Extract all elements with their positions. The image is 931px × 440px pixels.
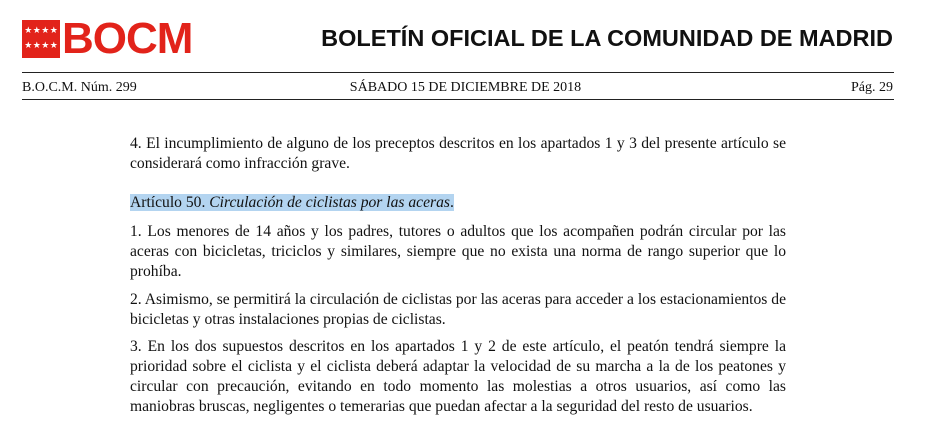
star-icon: ★: [24, 26, 33, 36]
star-icon: ★: [49, 41, 58, 51]
paragraph-3: 3. En los dos supuestos descritos en los apartados 1 y 2 de este artículo, el peatón tendrá siempre la prioridad sobre el ciclista y el ciclista deberá adaptar la velocidad de su marcha a la de los peatones y circular con precaución, evitando en todo momento las molestias a otros usuarios, así como las maniobras bruscas, negligentes o temerarias que puedan afectar a la seguridad del resto de usuarios.: [130, 338, 786, 415]
page-number: Pág. 29: [851, 80, 893, 95]
star-icon: ★: [32, 41, 41, 51]
logo-cm: CM: [126, 14, 193, 63]
star-icon: ★: [32, 26, 41, 36]
star-icon: ★: [41, 41, 50, 51]
star-icon: ★: [49, 26, 58, 36]
bocm-logo: [22, 14, 193, 63]
logo-bo: BO: [62, 14, 126, 63]
header-divider: [22, 72, 894, 73]
article-number: Artículo 50.: [130, 194, 206, 211]
madrid-flag-icon: [22, 20, 60, 58]
paragraph-4: 4. El incumplimiento de alguno de los preceptos descritos en los apartados 1 y 3 del presente artículo se considerará como infracción grave.: [130, 135, 786, 172]
article-title-period: .: [449, 194, 454, 211]
issue-date: SÁBADO 15 DE DICIEMBRE DE 2018: [349, 80, 582, 95]
star-icon: ★: [41, 26, 50, 36]
article-title: Circulación de ciclistas por las aceras: [209, 194, 450, 211]
article-heading: [130, 193, 454, 213]
star-icon: ★: [24, 41, 33, 51]
paragraph-1: 1. Los menores de 14 años y los padres, tutores o adultos que los acompañen podrán circular por las aceras con bicicletas, triciclos y similares, siempre que no exista una norma de rango superior que lo prohíba.: [130, 223, 786, 280]
publication-title: BOLETÍN OFICIAL DE LA COMUNIDAD DE MADRID: [321, 25, 893, 51]
logo-wordmark: [62, 14, 193, 63]
meta-divider: [22, 99, 894, 100]
paragraph-2: 2. Asimismo, se permitirá la circulación de ciclistas por las aceras para acceder a los estacionamientos de bicicletas y otras instalaciones propias de ciclistas.: [130, 291, 786, 328]
issue-number: B.O.C.M. Núm. 299: [22, 80, 137, 95]
